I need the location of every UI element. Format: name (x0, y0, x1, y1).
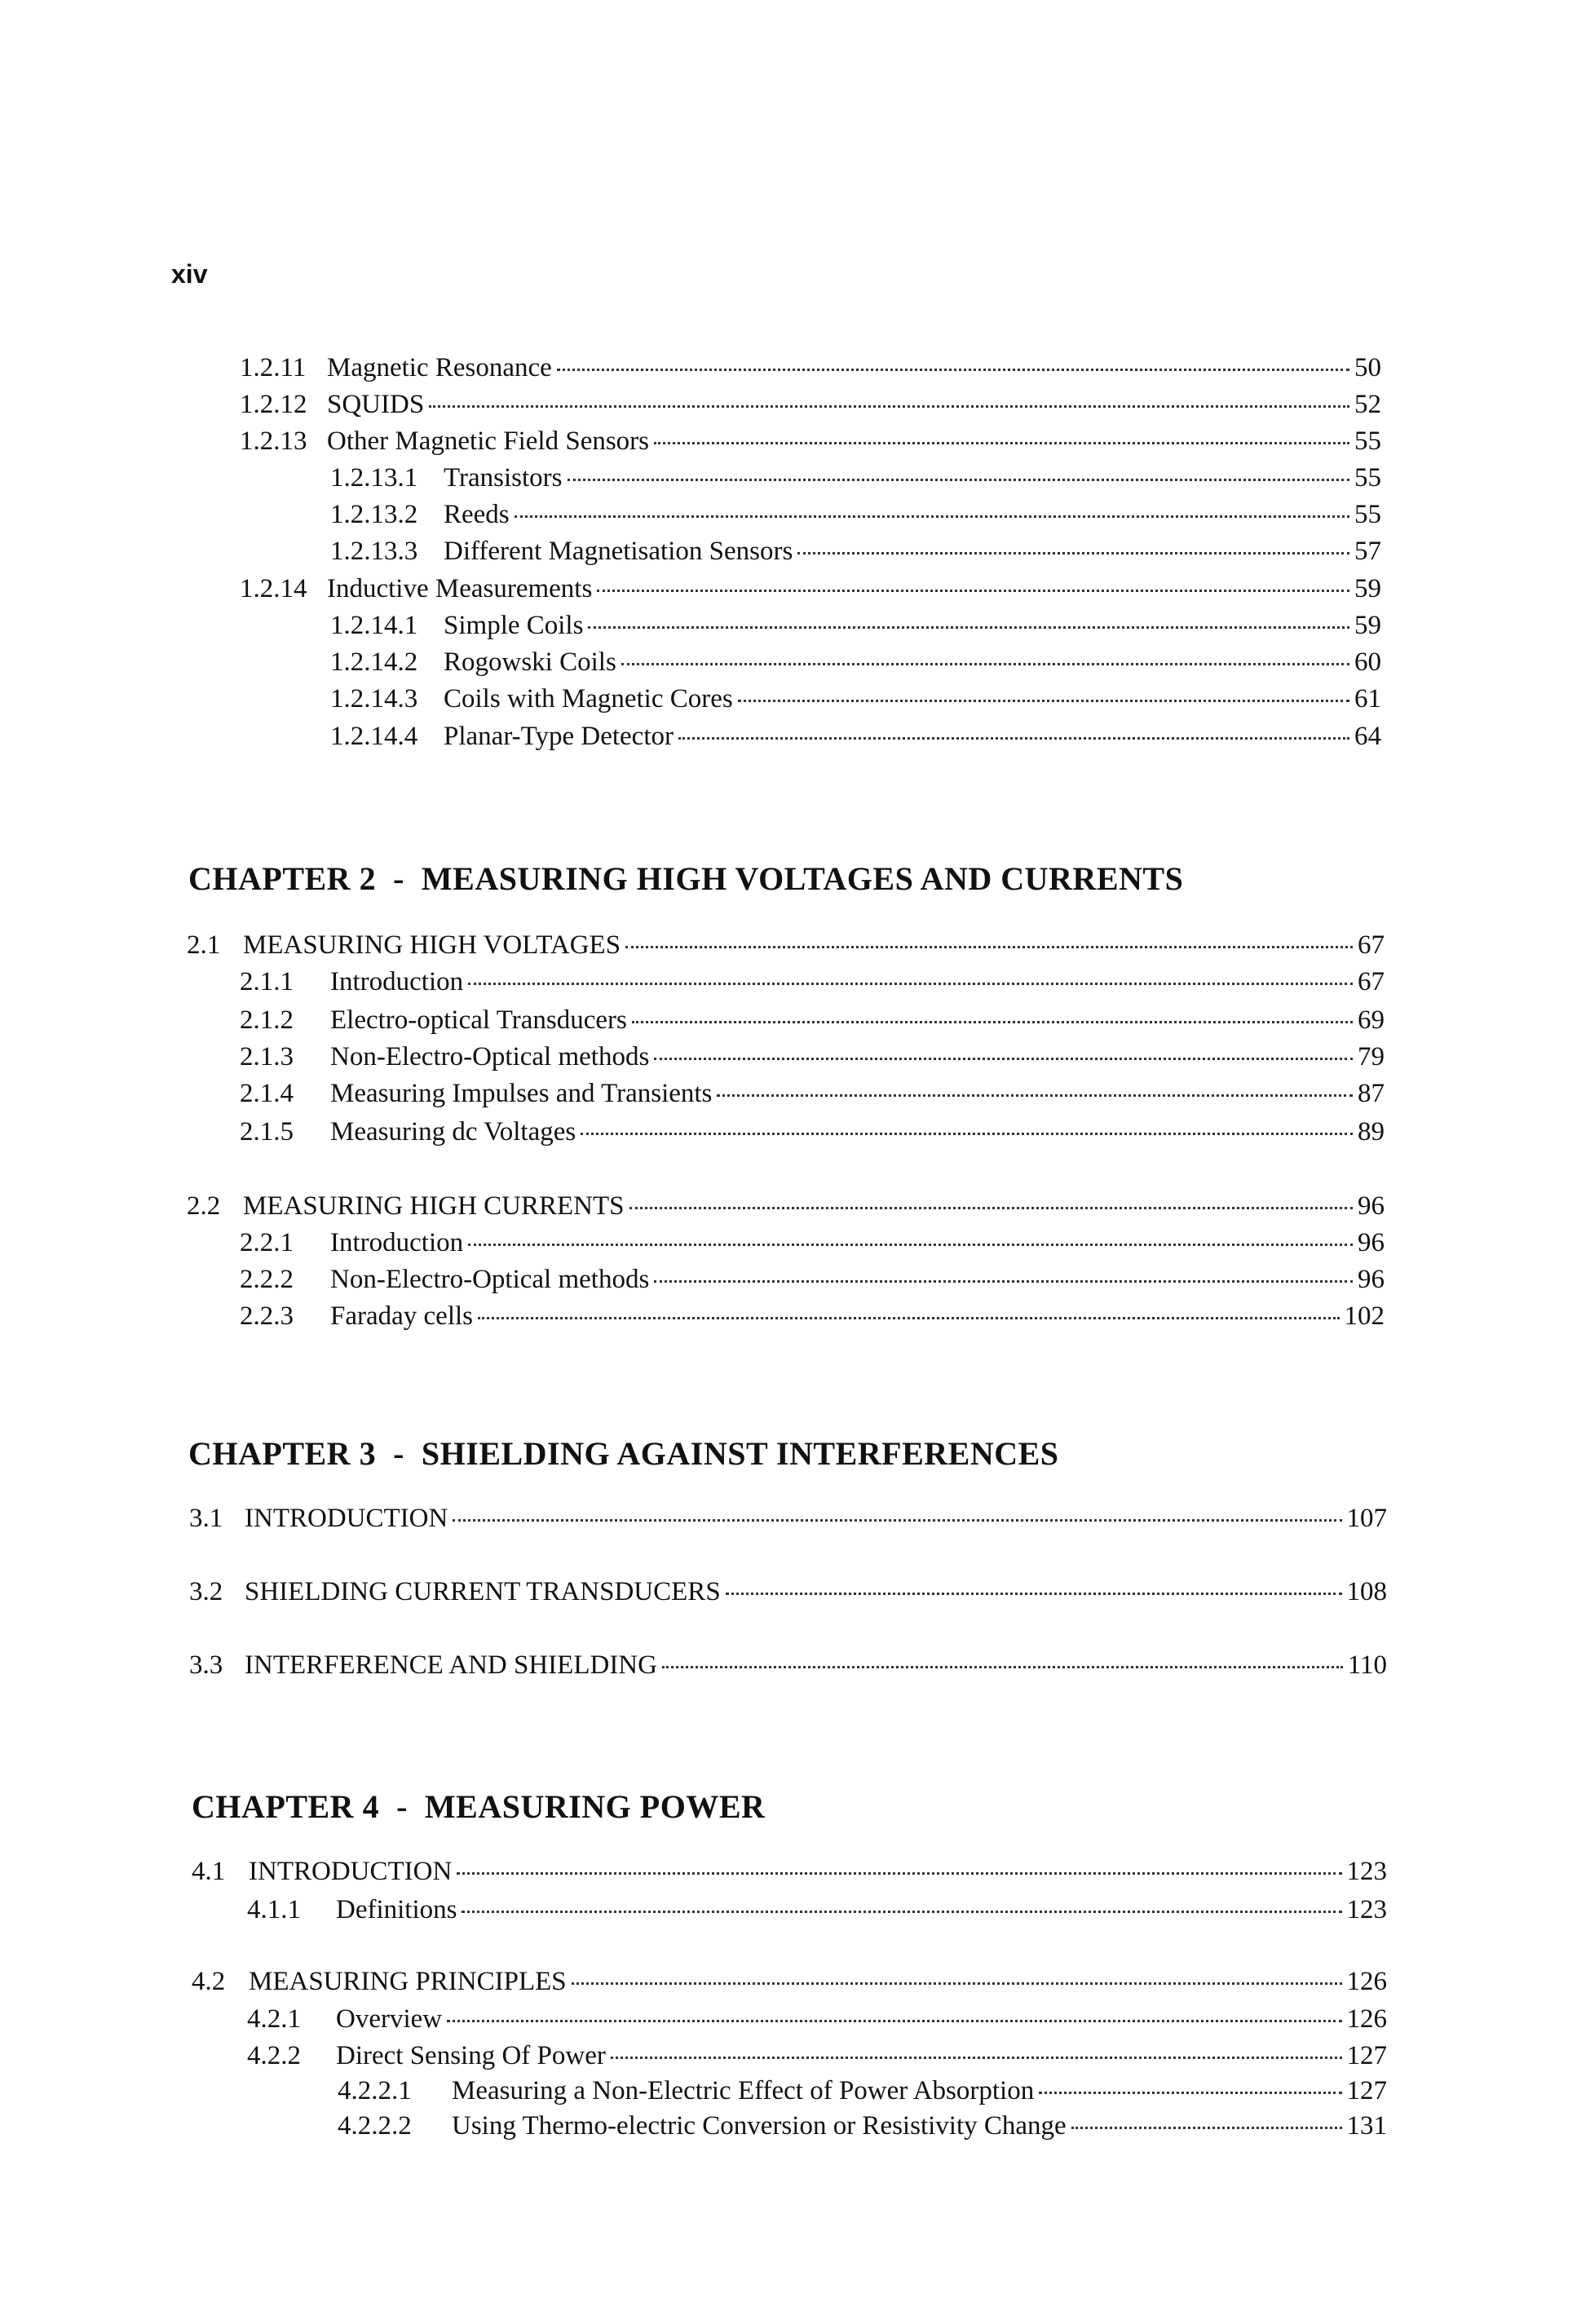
dot-leader (738, 700, 1349, 702)
dot-leader (447, 2020, 1341, 2022)
entry-number: 2.2.3 (240, 1301, 294, 1331)
dot-leader (572, 1982, 1342, 1985)
entry-page: 126 (1346, 2004, 1387, 2034)
toc-entry[interactable] (330, 500, 1381, 532)
chapter-heading: CHAPTER 3 - SHIELDING AGAINST INTERFERENCES (188, 1435, 1059, 1472)
entry-page: 108 (1346, 1577, 1387, 1606)
dot-leader (462, 1911, 1341, 1913)
entry-page: 131 (1346, 2111, 1387, 2141)
entry-number: 1.2.14.3 (330, 684, 418, 714)
entry-title: INTRODUCTION (245, 1504, 448, 1533)
entry-title: Inductive Measurements (327, 574, 593, 603)
toc-entry[interactable] (240, 1228, 1385, 1261)
entry-title: Magnetic Resonance (327, 353, 552, 382)
toc-entry[interactable] (240, 574, 1381, 607)
entry-number: 4.2.2 (247, 2041, 301, 2070)
entry-page: 55 (1354, 500, 1381, 529)
entry-number: 1.2.14 (240, 574, 307, 603)
dot-leader (629, 1207, 1353, 1209)
entry-page: 110 (1347, 1650, 1387, 1680)
entry-number: 2.1.1 (240, 967, 294, 996)
entry-page: 127 (1346, 2041, 1387, 2070)
entry-page: 52 (1354, 390, 1381, 419)
entry-title: Measuring dc Voltages (330, 1117, 576, 1147)
toc-entry[interactable] (240, 1301, 1385, 1334)
entry-number: 1.2.11 (240, 353, 307, 382)
toc-entry[interactable] (240, 426, 1381, 459)
toc-entry[interactable] (240, 1042, 1385, 1075)
entry-number: 1.2.13.3 (330, 537, 418, 566)
entry-number: 1.2.14.1 (330, 611, 418, 640)
dot-leader (478, 1317, 1339, 1319)
entry-number: 3.2 (189, 1577, 223, 1606)
entry-number: 2.1.2 (240, 1005, 294, 1035)
dot-leader (625, 946, 1353, 948)
entry-page: 96 (1358, 1228, 1385, 1257)
entry-number: 2.1.4 (240, 1079, 294, 1108)
dot-leader (457, 1872, 1341, 1875)
entry-number: 1.2.14.2 (330, 647, 418, 677)
dot-leader (717, 1094, 1353, 1097)
entry-title: Simple Coils (444, 611, 584, 640)
entry-page: 107 (1346, 1504, 1387, 1533)
dot-leader (632, 1021, 1353, 1023)
toc-entry[interactable] (240, 353, 1381, 386)
toc-entry[interactable] (330, 537, 1381, 569)
entry-page: 61 (1354, 684, 1381, 714)
entry-number: 2.2.2 (240, 1265, 294, 1294)
entry-page: 96 (1358, 1191, 1385, 1221)
dot-leader (453, 1519, 1341, 1522)
dot-leader (581, 1133, 1353, 1135)
toc-entry[interactable] (247, 2004, 1387, 2037)
entry-number: 2.1 (187, 930, 221, 960)
dot-leader (611, 2057, 1342, 2059)
entry-page: 60 (1354, 647, 1381, 677)
entry-page: 123 (1346, 1857, 1387, 1886)
dot-leader (654, 442, 1349, 444)
entry-page: 127 (1346, 2076, 1387, 2105)
chapter-heading: CHAPTER 4 - MEASURING POWER (192, 1788, 766, 1825)
entry-number: 2.1.3 (240, 1042, 294, 1071)
entry-title: Different Magnetisation Sensors (444, 537, 793, 566)
entry-title: Planar-Type Detector (444, 722, 674, 751)
entry-number: 4.1 (192, 1857, 226, 1886)
entry-page: 87 (1358, 1079, 1385, 1108)
entry-number: 1.2.14.4 (330, 722, 418, 751)
dot-leader (797, 552, 1349, 554)
entry-title: SHIELDING CURRENT TRANSDUCERS (245, 1577, 721, 1606)
entry-title: Non-Electro-Optical methods (330, 1265, 650, 1294)
dot-leader (621, 663, 1349, 665)
dot-leader (1039, 2092, 1341, 2094)
entry-title: Measuring Impulses and Transients (330, 1079, 713, 1108)
entry-number: 2.2.1 (240, 1228, 294, 1257)
dot-leader (597, 590, 1349, 592)
entry-page: 55 (1354, 426, 1381, 456)
dot-leader (726, 1593, 1342, 1595)
entry-title: Electro-optical Transducers (330, 1005, 627, 1035)
entry-page: 59 (1354, 574, 1381, 603)
entry-title: Coils with Magnetic Cores (444, 684, 733, 714)
entry-page: 79 (1358, 1042, 1385, 1071)
toc-entry[interactable] (330, 463, 1381, 496)
toc-entry[interactable] (330, 722, 1381, 754)
entry-title: Transistors (444, 463, 563, 493)
dot-leader (662, 1666, 1343, 1668)
entry-number: 4.2 (192, 1967, 226, 1996)
toc-entry[interactable] (240, 967, 1385, 1000)
toc-entry[interactable] (240, 1005, 1385, 1038)
entry-number: 3.1 (189, 1504, 223, 1533)
dot-leader (678, 737, 1349, 740)
entry-number: 4.2.2.1 (338, 2076, 412, 2105)
toc-entry[interactable] (187, 1191, 1385, 1224)
dot-leader (468, 983, 1353, 985)
chapter-heading: CHAPTER 2 - MEASURING HIGH VOLTAGES AND CURRENTS (188, 860, 1184, 897)
entry-page: 69 (1358, 1005, 1385, 1035)
entry-page: 55 (1354, 463, 1381, 493)
entry-title: Using Thermo-electric Conversion or Resistivity Change (452, 2111, 1067, 2141)
toc-entry[interactable] (240, 1079, 1385, 1111)
dot-leader (429, 405, 1349, 408)
toc-entry[interactable] (330, 684, 1381, 717)
entry-page: 96 (1358, 1265, 1385, 1294)
entry-title: MEASURING PRINCIPLES (249, 1967, 567, 1996)
toc-entry[interactable] (192, 1967, 1387, 1999)
dot-leader (468, 1244, 1353, 1246)
entry-page: 123 (1346, 1895, 1387, 1924)
toc-entry[interactable] (330, 611, 1381, 643)
entry-page: 59 (1354, 611, 1381, 640)
entry-page: 89 (1358, 1117, 1385, 1147)
entry-title: Faraday cells (330, 1301, 474, 1331)
entry-page: 57 (1354, 537, 1381, 566)
entry-page: 67 (1358, 967, 1385, 996)
toc-entry[interactable] (240, 1265, 1385, 1297)
entry-page: 50 (1354, 353, 1381, 382)
entry-title: INTRODUCTION (249, 1857, 453, 1886)
dot-leader (588, 626, 1349, 629)
entry-number: 4.2.2.2 (338, 2111, 412, 2141)
entry-number: 1.2.13.1 (330, 463, 418, 493)
toc-entry[interactable] (240, 1117, 1385, 1150)
toc-entry[interactable] (338, 2076, 1387, 2109)
entry-title: Reeds (444, 500, 510, 529)
toc-entry[interactable] (338, 2111, 1387, 2144)
entry-page: 67 (1358, 930, 1385, 960)
entry-number: 1.2.13.2 (330, 500, 418, 529)
entry-number: 3.3 (189, 1650, 223, 1680)
toc-entry[interactable] (192, 1857, 1387, 1889)
entry-title: Introduction (330, 1228, 464, 1257)
toc-entry[interactable] (247, 1895, 1387, 1928)
entry-page: 102 (1344, 1301, 1385, 1331)
entry-title: Measuring a Non-Electric Effect of Power Absorption (452, 2076, 1035, 2105)
toc-entry[interactable] (189, 1504, 1387, 1536)
entry-title: Rogowski Coils (444, 647, 616, 677)
toc-entry[interactable] (240, 390, 1381, 422)
toc-entry[interactable] (247, 2041, 1387, 2074)
entry-page: 126 (1346, 1967, 1387, 1996)
entry-page: 64 (1354, 722, 1381, 751)
dot-leader (1071, 2127, 1342, 2129)
toc-entry[interactable] (330, 647, 1381, 680)
entry-number: 4.2.1 (247, 2004, 301, 2034)
entry-title: SQUIDS (327, 390, 425, 419)
dot-leader (568, 479, 1350, 481)
entry-title: Introduction (330, 967, 464, 996)
entry-number: 2.1.5 (240, 1117, 294, 1147)
toc-entry[interactable] (189, 1577, 1387, 1610)
entry-title: Non-Electro-Optical methods (330, 1042, 650, 1071)
entry-title: INTERFERENCE AND SHIELDING (245, 1650, 657, 1680)
entry-title: Definitions (336, 1895, 457, 1924)
entry-title: Overview (336, 2004, 443, 2034)
dot-leader (654, 1058, 1353, 1060)
entry-title: MEASURING HIGH CURRENTS (243, 1191, 625, 1221)
entry-number: 4.1.1 (247, 1895, 301, 1924)
dot-leader (557, 369, 1349, 371)
dot-leader (515, 515, 1349, 518)
dot-leader (654, 1280, 1353, 1283)
toc-entry[interactable] (187, 930, 1385, 963)
entry-number: 2.2 (187, 1191, 221, 1221)
entry-title: Direct Sensing Of Power (336, 2041, 606, 2070)
entry-title: MEASURING HIGH VOLTAGES (243, 930, 621, 960)
toc-entry[interactable] (189, 1650, 1387, 1683)
entry-number: 1.2.13 (240, 426, 307, 456)
entry-number: 1.2.12 (240, 390, 307, 419)
entry-title: Other Magnetic Field Sensors (327, 426, 650, 456)
page-number: xiv (171, 259, 208, 289)
